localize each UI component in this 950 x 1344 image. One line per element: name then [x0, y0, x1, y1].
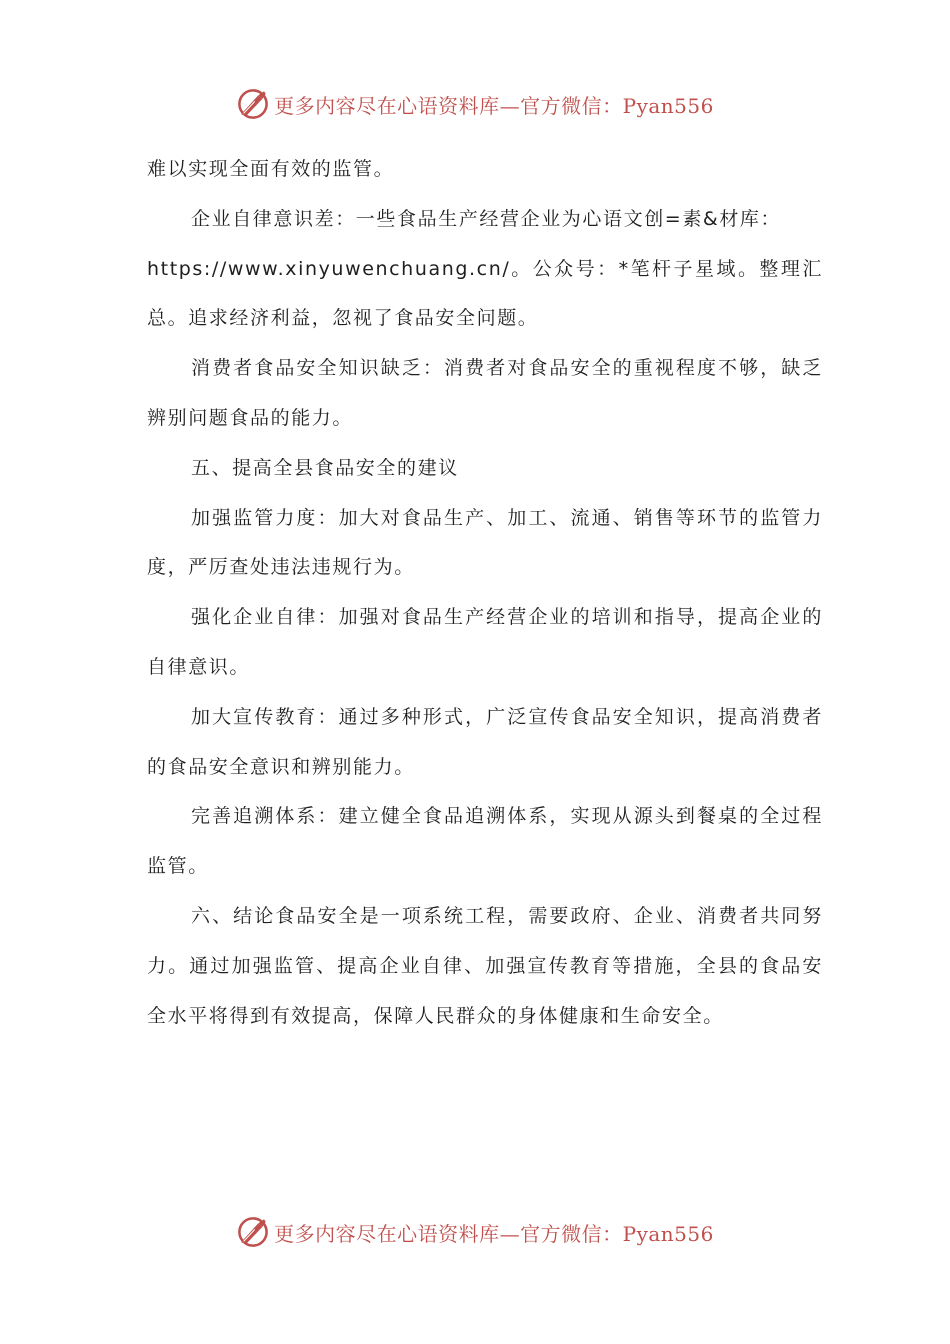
header-banner	[236, 87, 714, 121]
header-banner-text: 更多内容尽在心语资料库—官方微信：Pyan556	[274, 93, 714, 118]
pen-nib-logo-icon	[236, 87, 270, 121]
page-header	[0, 84, 950, 124]
paragraph: https://www.xinyuwenchuang.cn/。公众号：*笔杆子星域。整理汇总。追求经济利益，忽视了食品安全问题。	[147, 257, 823, 330]
paragraph: 消费者食品安全知识缺乏：消费者对食品安全的重视程度不够，缺乏辨别问题食品的能力。	[147, 357, 823, 429]
paragraph: 加强监管力度：加大对食品生产、加工、流通、销售等环节的监管力度，严厉查处违法违规行为。	[147, 506, 823, 579]
footer-banner	[236, 1215, 714, 1249]
section-heading: 五、提高全县食品安全的建议	[191, 456, 459, 479]
page-footer	[0, 1212, 950, 1252]
paragraph: 企业自律意识差：一些食品生产经营企业为心语文创=素&材库：	[191, 207, 782, 230]
paragraph: 强化企业自律：加强对食品生产经营企业的培训和指导，提高企业的自律意识。	[147, 606, 823, 678]
footer-banner-text: 更多内容尽在心语资料库—官方微信：Pyan556	[274, 1221, 714, 1246]
paragraph: 完善追溯体系：建立健全食品追溯体系，实现从源头到餐桌的全过程监管。	[147, 805, 823, 878]
paragraph: 六、结论食品安全是一项系统工程，需要政府、企业、消费者共同努力。通过加强监管、提高企业自律、加强宣传教育等措施，全县的食品安全水平将得到有效提高，保障人民群众的身体健康和生命安全。	[147, 904, 823, 1027]
document-body	[147, 145, 823, 1041]
paragraph: 加大宣传教育：通过多种形式，广泛宣传食品安全知识，提高消费者的食品安全意识和辨别能力。	[147, 705, 823, 778]
pen-nib-logo-icon	[236, 1215, 270, 1249]
paragraph: 难以实现全面有效的监管。	[147, 158, 395, 180]
